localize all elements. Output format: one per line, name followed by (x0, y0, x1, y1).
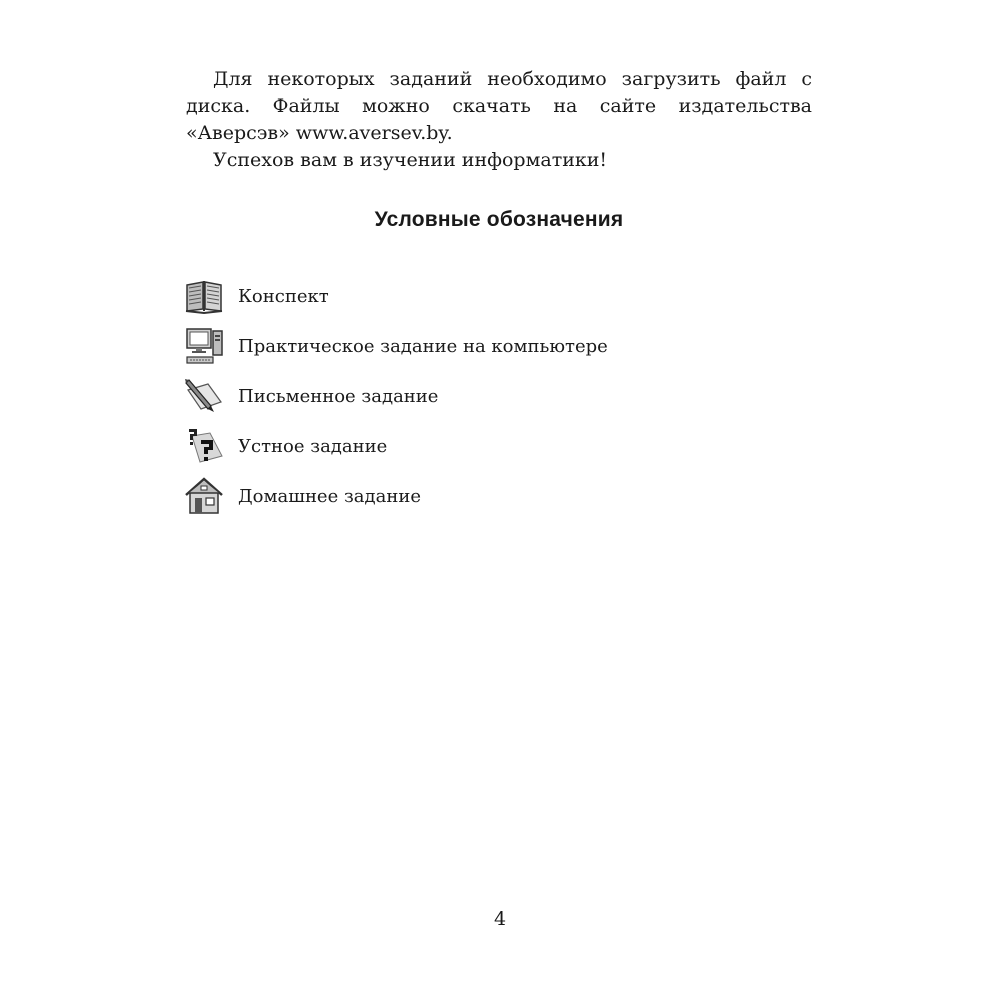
legend-label-konspekt: Конспект (238, 285, 329, 307)
question-marks-icon (184, 426, 224, 466)
page-number: 4 (493, 908, 507, 930)
pen-writing-icon (184, 376, 224, 416)
intro-text (186, 66, 812, 174)
legend-label-homework: Домашнее задание (238, 485, 421, 507)
legend-item-written-task (184, 374, 438, 418)
computer-icon (184, 326, 224, 366)
legend-title: Условные обозначения (374, 208, 624, 231)
legend-label-written-task: Письменное задание (238, 385, 439, 407)
legend-item-konspekt (184, 274, 329, 318)
legend-item-computer-task (184, 324, 608, 368)
legend-item-oral-task (184, 424, 387, 468)
legend-item-homework (184, 474, 421, 518)
legend-label-computer-task: Практическое задание на компьютере (238, 335, 608, 357)
open-book-icon (184, 276, 224, 316)
intro-paragraph-2: Успехов вам в изучении информатики! (213, 149, 608, 171)
legend-label-oral-task: Устное задание (238, 435, 388, 457)
intro-paragraph-1: Для некоторых заданий необходимо загрузить файл с диска. Файлы можно скачать на сайте издательства «Аверсэв» www.aversev.by. (186, 68, 812, 144)
house-icon (184, 476, 224, 516)
